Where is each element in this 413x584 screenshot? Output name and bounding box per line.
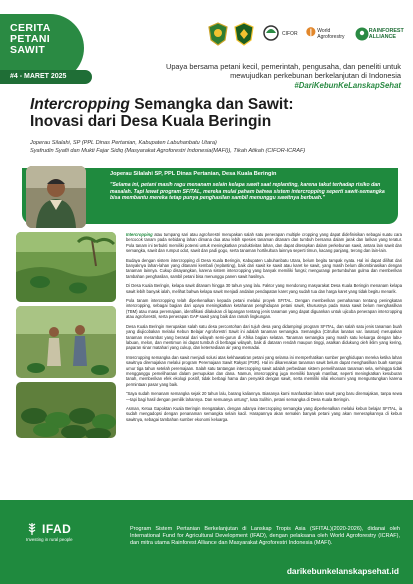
paragraph-2: Budaya dengan sistem intercropping di Desa Kuala Beringin, Kabupaten Labuhanbatu Utara, belum begitu tampak nyata. Hal ini dapat dilihat dari banyaknya lahan-lahan yang ditanami kembali (replanting), baik dari sawit ke sawit atau karet ke sawit, yang masih belum dikombinasikan dengan tanaman lainnya. Cukup disayangkan, karena sistem intercropping yang banyak memiliki fungsi; mengurangi pertumbuhan gulma dan memberikan tambahan penghasilan, sambil petani bisa menunggu panen sawit hasilnya. <box>126 257 402 279</box>
ifad-name: IFAD <box>42 522 72 536</box>
cifor-logo-text: CIFOR <box>282 31 298 37</box>
paragraph-1-lead: Intercropping <box>126 232 153 237</box>
article-body <box>126 232 402 426</box>
rainforest-alliance-logo <box>355 26 413 42</box>
speaker-photo <box>26 166 86 228</box>
badge-line-1: CERITA <box>10 22 51 34</box>
issue-label: #4 - MARET 2025 <box>0 70 92 84</box>
article-title <box>30 96 390 130</box>
title-rest-line1: Semangka dan Sawit: <box>129 96 294 113</box>
paragraph-6: Intercropping semangka dan sawit menjadi solusi atas kekhawatiran petani yang selama ini memperhatikan sumber penghidupan mereka ketika lahan sawitnya diremajakan melalui program Peremajaan Sawit Rakyat (PSR). Hal ini dikarenakan tanaman sawit belum dapat menghasilkan buah sampai umur tiga tahun setelah peremajaan. Salah satu tantangan intercropping sawit adalah perbedaan sistem pemeliharaan tanaman sela, sehingga tidak mengganggu pemeliharaan dalam pemupukan dan dana. Namun, intercropping juga memiliki banyak manfaat, seperti meningkatkan kesuburan tanah, memberikan efek ekologi positif, tidak berbagi hama dan penyakit dengan sawit, serta memiliki nilai ekonomi yang menguntungkan karena permintaan pasar yang baik. <box>126 354 402 387</box>
paragraph-1-text: atau tumpang sari atau agroforestri merupakan salah satu penerapan multiple cropping yang dapat didefinisikan sebagai suatu cara bercocok tanam pada sebidang lahan dimana dua atau lebih spesies tanaman ditanam dan tumbuh bersama dalam jarak dan larikan yang teratur. Pola tanam ini terbukti memiliki potensi untuk meningkatkan produktivitas lahan, dan dapat diterapkan dalam perkebunan sawit, antara lain sawit dan semangka, sawit dan rumput odot, sawit dan padi gogo, serta tanaman hortikultura lainnya seperti timun, kacang panjang, terong dan lain-lain. <box>126 232 402 254</box>
paragraph-7: "Saya sudah menanam semangka sejak 20 tahun lalu, barang kaliannya. Biasanya kami manfaatkan lahan sawit yang baru diremajakan, tanpa sewa—tapi bagi hasil dengan pemilik lahannya. Dan semuanya untung", kata Sulihin, petani semangka di Desa Kuala Beringin. <box>126 391 402 402</box>
website-link[interactable]: darikebunkelanskapsehat.id <box>286 566 399 576</box>
paragraph-8: Asman, Ketua Gapoktan Kuala Beringin mengatakan, dengan adanya intercropping semangka yang diperkenalkan melalui kebun belajar SFITAL, ia sudah mengadopsi dengan penanaman semangka selain kacil. Harapannya akan semakin banyak petani yang akan menerapkannya di kebun sawitnya, sebagai tambahan sumber ekonomi keluarga. <box>126 405 402 422</box>
footer-program-text: Program Sistem Pertanian Berkelanjutan di Lanskap Tropis Asia (SFITAL)(2020-2026), didanai oleh International Fund for Agricultural Development (IFAD), dengan pelaksana oleh World Agroforestry (ICRAF), dan mitra utama Rainforest Alliance dan Masyarakat Agroforestri Indonesia (MAFI). <box>130 526 400 546</box>
government-seal-icon <box>208 22 228 46</box>
tagline-text: Upaya bersama petani kecil, pemerintah, pengusaha, dan peneliti untuk mewujudkan perkebunan berkelanjutan di Indonesia <box>165 62 401 80</box>
ifad-mark <box>26 522 73 536</box>
watermelon-field-photo <box>16 232 116 302</box>
farmer-harvest-photo <box>16 306 116 378</box>
ifad-wheat-icon <box>26 522 38 536</box>
world-agroforestry-logo <box>304 23 349 45</box>
partner-logos <box>208 20 408 48</box>
cifor-logo <box>260 23 298 45</box>
author-line-1: Joperau Silalahi, SP (PPL Dinas Pertanian, Kabupaten Labuhanbatu Utara) <box>30 140 217 146</box>
rainforest-alliance-logo-text: RAINFOREST ALLIANCE <box>368 28 404 40</box>
authors <box>30 140 400 155</box>
regency-seal-icon <box>234 22 254 46</box>
paragraph-5: Desa Kuala Beringin merupakan salah satu desa percontohan dari tujuh desa yang didampingi program SFITAL, dan salah satu jenis tanaman buah yang diujicobakan melalui Kebun Belajar Agroforestri Sawit ini adalah tanaman semangka. Semangka (Citrullus lanatus var. lanatus) merupakan tanaman merambat yang berasal dari wilayah semi-gurun di Afrika bagian selatan. Tanaman semangka yang masih satu keluarga dengan labu-labuan, melon, dan mentimun ini dapat tumbuh di berbagai wilayah, baik di dataran rendah maupun tinggi, asalkan didukung oleh iklim yang kering, paparan sinar matahari yang cukup, dan ketersediaan air yang memadai. <box>126 323 402 351</box>
paragraph-4: Pola tanam intercropping telah diperkenalkan kepada petani melalui proyek SFITAL. Dengan memberikan pemahaman tentang peningkatan intercropping, sebagai bagian dari upaya meningkatkan ketahanan penghidupan petani sawit, khususnya pada masa sawit belum menghasilkan (TBM) atau masa peremajaan, identifikasi dilakukan di lapangan tentang jenis tanaman yang dapat diguankan untuk ujicoba penerapan intercropping atau agroforestri, serta penerapan GAP sawit yang baik dan ramah lingkungan. <box>126 298 402 320</box>
title-italic: Intercropping <box>30 96 130 113</box>
badge-line-3: SAWIT <box>10 44 46 56</box>
tagline <box>141 62 401 90</box>
quote-text: "Selama ini, petani masih ragu menanam selain kelapa sawit saat replanting, karena takut terhadap risiko dan masalah. Tapi lewat program SFITAL, mereka mulai paham bahwa sistem intercropping seperti sawit-semangka bisa membantu mereka tetap punya penghasilan sambil menunggu sawitnya berbuah." <box>110 182 385 202</box>
ifad-logo <box>26 522 73 542</box>
quote-header: Joperau Silalahi SP, PPL Dinas Pertanian, Desa Kuala Beringin <box>110 171 277 177</box>
paragraph-3: Di Desa Kuala Beringin, kelapa sawit ditanam hingga 30 tahun yang lalu. Faktor yang mendorong masyarakat Desa Kuala Beringin menanam kelapa sawit lebih banyak ialah, melihat bahwa kelapa sawit menjadi andalan pendapatan karet yang sudah tua dan harga karet yang tidak begitu menarik. <box>126 283 402 294</box>
world-agroforestry-logo-text: World Agroforestry <box>317 28 345 40</box>
author-line-2: Syafrudin Syafii dan Mukti Fajar Sidiq (Masyarakat Agroforestri Indonesia(MAFI)), Tikah Atikah (CIFOR-ICRAF) <box>30 147 306 154</box>
header <box>0 0 413 110</box>
badge-line-2: PETANI <box>10 33 51 45</box>
watermelon-pile-photo <box>16 382 116 438</box>
paragraph-1 <box>126 232 402 254</box>
title-line2: Inovasi dari Desa Kuala Beringin <box>30 113 272 130</box>
ifad-subtitle: Investing in rural people <box>26 537 73 542</box>
hashtag: #DariKebunKeLanskapSehat <box>294 81 401 90</box>
